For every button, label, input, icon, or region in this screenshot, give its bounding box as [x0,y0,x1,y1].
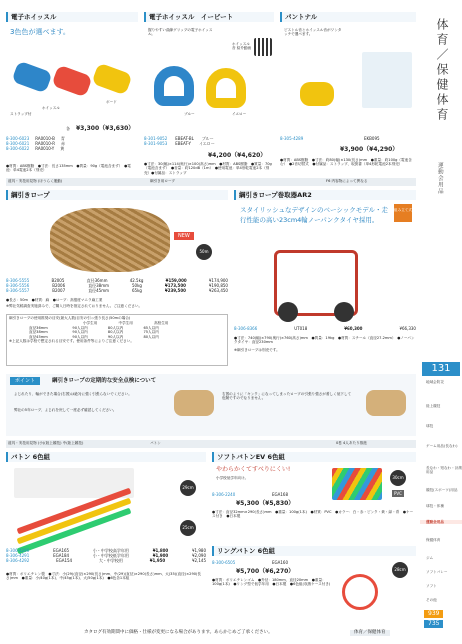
qr-code-icon[interactable] [254,38,272,56]
usage-table [29,321,179,339]
size-badge: 30cm [390,470,406,486]
price: ¥3,900（¥4,290） [340,146,399,153]
price: ¥5,300（¥5,830） [236,500,295,507]
section-bar [6,440,416,448]
point-text: よじれたり、輪ができた場合(右図)は絶対に強く引張らないでください。 [14,392,132,396]
rope-knot-image [174,390,214,416]
color: 黄 [60,146,65,151]
product-rope [6,190,228,370]
table-header: 小学生用 中学生用 高校生用 [82,321,169,326]
page-number-box [422,362,460,376]
product-whistle [6,12,138,198]
product-code[interactable]: 8-301-9053 [144,141,168,146]
sidebar-category: 運動会用品 [436,162,443,195]
code-row [144,136,274,146]
sidebar-item[interactable]: 地域会防災 [426,380,444,384]
baton-stick-image [17,498,132,545]
product-title: 電子ホイッスル [6,12,138,22]
table-title: 綱引きロープの使用推奨の目安(最大人数)目安の引っ張り長さ(50mの場合) [9,316,131,320]
price: ¥1,900 [152,553,169,558]
tax-price: ¥190,850 [208,283,228,288]
point-label: ポイント [10,377,40,385]
weight: 50kg [131,283,142,288]
table-row: 直径45mm 90人以内 90人以内 80人以内 [29,334,159,339]
tax-price: ¥174,900 [208,278,228,283]
spec: ●材質：ポリエチレンゴム ●外径：180mm、直径20mm ●重量：100g(1本) ●リング型で低学年用 ●日本製 ●6色組(収納ケース付き) [212,578,331,587]
weight: 42.5kg [129,278,144,283]
product-title: 電子ホイッスル イービート [144,12,274,22]
footer-right-label: 体育／保健体育 [350,630,390,636]
spec: ●寸法：直径32mm×290(長さ)mm ●重量：100g(1本) ●材質：PVC ●カラー：白・赤・ピンク・黄・緑・青 ●ケース付き ●日本製 [212,510,414,519]
model: B2006 [52,283,66,288]
ebeat-yellow-image [206,68,246,108]
use: 大・中学校用 [98,558,123,563]
product-pantonal [280,12,416,198]
catch-copy: スタイリッシュなデザインのベーシックモデル・走行性能の高い23cm4輪ノーパンクタイヤ採用。 [240,206,388,224]
diameter: 直径36mm [86,278,108,283]
size-badge: 29cm [180,480,196,496]
sidebar-bottom-code: 735 [424,620,443,628]
weight: 65kg [131,288,142,293]
model: B2007 [52,288,66,293]
whistle-red-image [51,65,92,98]
price-label: 各 [66,126,70,131]
product-code[interactable]: 8-300-6505 [212,560,236,565]
use: 小・中学校低学年用 [92,553,129,558]
whistle-label: ホイッスル [42,106,60,110]
pantonal-image [300,82,334,106]
rope-kink-image [366,390,406,416]
diameter: 直径38mm [88,283,110,288]
color-label: イエロー [232,112,247,116]
spec: ●寸法：30(幅)×114(奥行)×100(高さ)mm ●材質：ABS樹脂 ●質量：70g（電池含まず） ●音量：約120dB（1m） ●使用電池：単4形乾電池2本（別売）●付属品：ストラップ [144,162,272,175]
sidebar-item[interactable]: ジム [426,556,434,560]
tax-price: ¥2,090 [192,553,206,558]
product-title: 綱引きロープ巻取器AR2 [234,190,416,200]
tax-price: ¥1,980 [192,548,206,553]
size-badge: 28cm [392,562,408,578]
rope-image [50,208,170,272]
product-title: バトン 6色組 [6,452,206,462]
price: ¥3,300（¥3,630） [76,125,135,132]
product-code[interactable]: 8-306-4291 [6,553,30,558]
sidebar-item[interactable]: 陸上競技 [426,404,441,408]
wheel-icon [334,302,354,322]
sidebar-item[interactable]: 球技 [426,424,434,428]
price: ¥60,300 [344,326,363,331]
product-title: ソフトバトンEV 6色組 [212,452,416,462]
length-badge: 50m [196,244,212,260]
illustration-image [362,52,412,108]
spec: ●寸法：740(幅)×790(奥行)×760(高さ)mm ●質量：19kg ●材質：スチール（直径27.2mm） ●ノーパンクタイヤ：直径230mm [234,336,415,345]
table-row: 直径38mm 90人以内 80人以内 75人以内 [29,330,159,335]
note: ※綱引きロープは別売です。 [234,348,280,352]
model: RA0010-Y [35,146,55,151]
section-bar [6,178,416,186]
product-code[interactable]: 8-306-5557 [6,288,30,293]
section-tag: 綱引き用ロープ [150,179,175,183]
color: イエロー [198,141,215,146]
reel-row [234,326,416,331]
color: ブルー [201,136,214,141]
product-title: 綱引きロープ [6,190,228,200]
sidebar-vertical-title: 体育／保健体育 [435,18,449,123]
price: ¥4,200（¥4,620） [208,152,267,159]
model: EGA168 [272,492,288,497]
tax-price: ¥263,450 [208,288,228,293]
product-code[interactable]: 8-306-8366 [234,326,258,331]
model: EGA154 [56,558,73,563]
table-note: ※上記人数は学校で想定される目安です。使用条件等によりご注意ください。 [9,339,134,344]
product-code[interactable]: 8-306-4290 [6,548,30,553]
price: ¥1,950 [149,558,166,563]
tax-price: ¥2,145 [192,558,206,563]
page-number: 131 [431,363,451,374]
product-code[interactable]: 8-306-5555 [6,278,30,283]
model: EKB095 [364,136,380,141]
assembly-badge: 組み立て式 [394,204,412,222]
point-text: 弊社の5年ロープ、よじれを戻して一度必ず確認してください。 [14,408,117,412]
rope-rows [6,278,228,293]
product-title: リングバトン 6色組 [212,546,416,556]
section-tag: バトン [150,441,161,445]
price: ¥5,700（¥6,270） [236,568,295,575]
catch-copy: やわらかくてすべりにくい! [216,466,291,473]
price: ¥159,000 [165,278,187,283]
sidebar-item-active[interactable]: 運動会用品 [420,520,462,524]
product-ring-baton [212,546,416,626]
tax-price: ¥66,330 [399,326,416,331]
sidebar-item[interactable]: 競技(スポーツ)用品 [426,488,458,492]
product-baton [6,452,206,622]
price: ¥239,500 [164,288,186,293]
ring-baton-image [342,574,378,610]
model: UT018 [294,326,308,331]
model: RA0010-R [35,141,56,146]
use: 小・中学校高学年用 [92,548,129,553]
spec: ●材質：ABS樹脂 ●寸法：約80(幅)×130(長さ)mm ●重量：約100g（電池含む） ●2音切替式 ●付属品：ストラップ、取扱書（単4形乾電池2本別売） [280,158,412,167]
section-tag: F6 内容物によって異なる [326,179,368,183]
spec: ●長さ：50m ●材質：麻 ●ロープ：高強度マニラ麻工業 [6,298,103,302]
sidebar-item[interactable]: 長なわ・短なわ・計測用品 [426,466,462,475]
model: EGA165 [53,548,70,553]
wheel-icon [278,302,298,322]
sidebar-item[interactable]: 球技・体操 [426,504,444,508]
sidebar-bottom-code: 939 [424,610,443,618]
color: 赤 [61,141,66,146]
point-box [6,374,416,436]
price: ¥1,800 [152,548,169,553]
sidebar-item[interactable]: 保健体育 [426,538,441,542]
size-badge: 25cm [180,520,196,536]
model: RA0010-B [35,136,55,141]
price: ¥173,500 [164,283,186,288]
soft-baton-image [332,468,382,500]
sidebar-item[interactable]: ソフトバレー [426,570,448,574]
point-text: 右図のように「キンク」になってしまったロープの引張り強さが著しく低下して危険ですのでなりません。 [222,392,352,401]
whistle-yellow-image [91,63,132,96]
whistle-label: ボード [106,100,117,104]
right-sidebar [420,0,462,644]
product-ebeat [144,12,274,198]
usage-table-box [6,314,228,366]
sidebar-item[interactable]: その他 [426,598,437,602]
whistle-label: ストラップ付 [10,112,32,116]
footer-note: カタログ有効期間中に価格・仕様が変更になる場合があります。あらかじめご了承ください。 [84,630,273,635]
section-tag: 道具・実技用見物 (小)(陸上競技) 中(陸上競技) [8,441,84,445]
color-label: ブルー [184,112,195,116]
model: EBEAT-BL [175,136,194,141]
table-row: 直径36mm 90人以内 80人以内 65人以内 [29,325,159,330]
product-code[interactable]: 8-306-4292 [6,558,30,563]
code-row [6,136,138,151]
product-code[interactable]: 8-306-2240 [212,492,236,497]
model: EBEAT-Y [175,141,191,146]
spec: ●材質：ポリエチレン製 ●寸法：小(29)(直径)×290(長さ)mm、中(29)(直径)×290(長さ)mm、大(35)(直径)×290(長さ)mm ●重量：小/40g(1本)、中/45g(1本)、大/50g(1本) ●6色各1本組 [6,572,202,581]
note: ※弊社気候調査実施済みで、ご購入日時を指定されておりません。ご注意ください。 [6,304,143,308]
section-tag: 道具・実技用見物 (ほうらく運動) [8,179,63,183]
model: B2005 [51,278,65,283]
sidebar-item[interactable]: ゲーム用品(長なわ) [426,444,458,448]
product-soft-baton [212,452,416,538]
diameter: 直径45mm [88,288,110,293]
product-code[interactable]: 8-301-9052 [144,136,168,141]
product-code[interactable]: 8-306-5556 [6,283,30,288]
color: 青 [60,136,65,141]
spec: ●材質：ABS樹脂 ●寸法：長さ135mm ●質量：90g（電池含まず） ●電池：単4電池2本（別売） [6,164,131,173]
product-reel [234,190,416,370]
model: EGA160 [272,560,288,565]
product-title: パントナル [280,12,416,22]
product-desc: ピストル音とホイッスル音がワンタッチで選べます。 [284,28,342,37]
model: EGA184 [53,553,70,558]
product-subtitle: 3色色が選べます。 [10,28,70,36]
new-badge: NEW [174,232,194,240]
callout: ホイッスル音 紹介動画 [232,42,252,51]
product-code[interactable]: 8-300-6021 [6,141,30,146]
product-code[interactable]: 8-300-6023 [6,136,30,141]
product-code[interactable]: 8-300-6022 [6,146,30,151]
sidebar-item[interactable]: ソフト [426,584,437,588]
ebeat-blue-image [154,66,194,106]
product-desc: 小学校低学年向け。 [216,476,249,480]
baton-rows [6,548,206,563]
whistle-blue-image [11,61,52,94]
section-tag: 0巻 4人あたり推進 [336,441,367,445]
product-code[interactable]: 8-305-4289 [280,136,304,141]
material-badge: PVC [394,491,402,496]
point-heading: 綱引きロープの定期的な安全点検について [52,378,157,384]
product-desc: 握りやすい曲線グリップの電子ホイッスル。 [148,28,213,37]
